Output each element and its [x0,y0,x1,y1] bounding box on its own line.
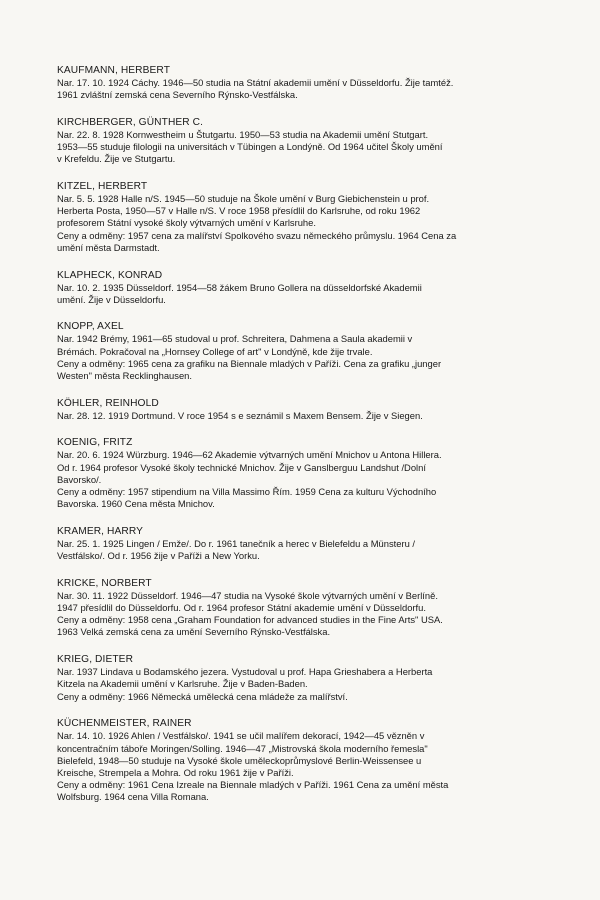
biography-line: Nar. 17. 10. 1924 Cáchy. 1946—50 studia na Státní akademii umění v Düsseldorfu. Žije tamtéž. [57,77,454,88]
biography-line: Nar. 28. 12. 1919 Dortmund. V roce 1954 s e seznámil s Maxem Bensem. Žije v Siegen. [57,409,423,421]
biography-line: Ceny a odměny: 1966 Německá umělecká cena mládeže za malířství. [57,690,348,702]
biography-line: Nar. 14. 10. 1926 Ahlen / Vestfálsko/. 1941 se učil malířem dekorací, 1942—45 vězněn v [57,730,425,742]
biography-line: Ceny a odměny: 1957 stipendium na Villa Massimo Řím. 1959 Cena za kulturu Východního [57,486,437,498]
biography-line: Ceny a odměny: 1957 cena za malířství Spolkového svazu německého průmyslu. 1964 Cena za [57,229,457,241]
artist-name: KITZEL, HERBERT [57,181,148,193]
artist-name: KLAPHECK, KONRAD [57,269,163,281]
biography-line: profesorem Státní vysoké školy výtvarných umění v Karlsruhe. [57,217,316,229]
biography-entry [57,577,513,639]
biography-list [57,64,513,818]
biography-line: Bavorsko/. [57,473,102,485]
biography-line: Westen" města Recklinghausen. [57,370,192,382]
biography-line: 1961 zvláštní zemská cena Severního Rýnsko-Vestfálska. [57,89,298,101]
biography-line: Herberta Posta, 1950—57 v Halle n/S. V roce 1958 přesídlil do Karlsruhe, od roku 1962 [57,205,421,217]
biography-entry [57,525,513,562]
biography-entry [57,64,513,101]
biography-line: koncentračním táboře Moringen/Solling. 1946—47 „Mistrovská škola moderního řemesla" [57,742,428,754]
artist-name: KÜCHENMEISTER, RAINER [57,718,192,730]
biography-entry [57,653,513,703]
biography-line: Nar. 5. 5. 1928 Halle n/S. 1945—50 studuje na Škole umění v Burg Giebichenstein u prof. [57,193,430,205]
artist-name: KRAMER, HARRY [57,525,144,537]
biography-line: umění. Žije v Düsseldorfu. [57,293,166,305]
biography-line: 1947 přesídlil do Düsseldorfu. Od r. 1964 profesor Státní akademie umění v Düsseldorfu. [57,602,426,614]
biography-entry [57,180,513,254]
biography-line: Od r. 1964 profesor Vysoké školy technické Mnichov. Žije v Ganslberguu Landshut /Dolní [57,461,426,473]
artist-name: KÖHLER, REINHOLD [57,397,159,409]
biography-line: Vestfálsko/. Od r. 1956 žije v Paříži a New Yorku. [57,550,260,562]
biography-entry [57,269,513,306]
biography-line: Nar. 22. 8. 1928 Kornwestheim u Štutgartu. 1950—53 studia na Akademii umění Stutgart. [57,128,429,140]
biography-line: Kitzela na Akademii umění v Karlsruhe. Žije v Baden-Baden. [57,678,308,690]
biography-line: Nar. 1937 Lindava u Bodamského jezera. Vystudoval u prof. Hapa Grieshabera a Herberta [57,666,433,678]
biography-entry [57,320,513,382]
biography-line: Brémách. Pokračoval na „Hornsey College of art" v Londýně, kde žije trvale. [57,345,373,357]
biography-line: Bavorska. 1960 Cena města Mnichov. [57,498,215,510]
biography-line: Nar. 30. 11. 1922 Düsseldorf. 1946—47 studia na Vysoké škole výtvarných umění v Berlíně. [57,589,438,601]
artist-name: KNOPP, AXEL [57,321,124,333]
biography-line: Wolfsburg. 1964 cena Villa Romana. [57,791,209,803]
artist-name: KRIEG, DIETER [57,654,134,666]
biography-line: Nar. 20. 6. 1924 Würzburg. 1946—62 Akademie výtvarných umění Mnichov u Antona Hillera. [57,449,442,461]
artist-name: KAUFMANN, HERBERT [57,65,171,76]
biography-line: Kreische, Strempela a Mohra. Od roku 1961 žije v Paříži. [57,766,294,778]
biography-line: umění města Darmstadt. [57,241,160,253]
artist-name: KOENIG, FRITZ [57,437,133,449]
biography-line: Ceny a odměny: 1958 cena „Graham Foundation for advanced studies in the Fine Arts" USA. [57,614,443,626]
biography-line: Bielefeld, 1948—50 studuje na Vysoké škole uměleckoprůmyslové Berlin-Weissensee u [57,754,422,766]
biography-line: Ceny a odměny: 1965 cena za grafiku na Biennale mladých v Paříži. Cena za grafiku „junger [57,357,442,369]
biography-entry [57,717,513,803]
biography-line: v Krefeldu. Žije ve Stutgartu. [57,153,176,165]
biography-line: 1953—55 studuje filologii na universitách v Tübingen a Londýně. Od 1964 učitel Školy umění [57,141,443,153]
artist-name: KIRCHBERGER, GÜNTHER C. [57,116,204,128]
biography-entry [57,436,513,510]
biography-entry [57,116,513,166]
biography-line: Nar. 25. 1. 1925 Lingen / Emže/. Do r. 1961 tanečník a herec v Bielefeldu a Münsteru / [57,537,416,549]
artist-name: KRICKE, NORBERT [57,577,152,589]
biography-line: Nar. 10. 2. 1935 Düsseldorf. 1954—58 žákem Bruno Gollera na düsseldorfské Akademii [57,281,422,293]
biography-line: 1963 Velká zemská cena za umění Severního Rýnsko-Vestfálska. [57,626,331,638]
biography-line: Nar. 1942 Brémy, 1961—65 studoval u prof. Schreitera, Dahmena a Saula akademii v [57,333,413,345]
biography-line: Ceny a odměny: 1961 Cena Izreale na Biennale mladých v Paříži. 1961 Cena za umění města [57,779,449,791]
biography-entry [57,397,513,422]
